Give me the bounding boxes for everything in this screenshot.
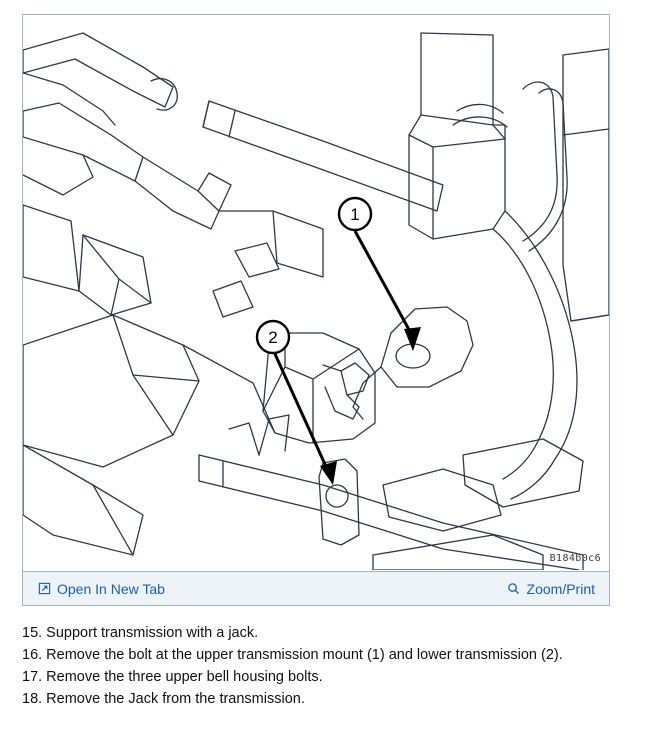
figure-toolbar bbox=[23, 571, 609, 605]
figure-illustration bbox=[23, 15, 609, 570]
callout-2-label: 2 bbox=[268, 328, 278, 347]
open-in-new-tab-icon bbox=[37, 582, 51, 596]
figure-code: B184b0c6 bbox=[549, 553, 601, 564]
callout-1-label: 1 bbox=[350, 205, 360, 224]
step-item: 18. Remove the Jack from the transmission. bbox=[22, 691, 305, 707]
procedure-steps bbox=[22, 622, 642, 710]
step-item: 15. Support transmission with a jack. bbox=[22, 625, 259, 641]
open-in-new-tab-button[interactable] bbox=[37, 581, 165, 597]
magnifier-icon bbox=[507, 582, 521, 596]
zoom-print-label: Zoom/Print bbox=[526, 580, 595, 597]
technical-line-drawing bbox=[23, 15, 609, 570]
figure-panel bbox=[22, 14, 610, 606]
zoom-print-button[interactable] bbox=[507, 581, 595, 597]
step-item: 16. Remove the bolt at the upper transmission mount (1) and lower transmission (2). bbox=[22, 647, 563, 663]
open-in-new-tab-label: Open In New Tab bbox=[57, 580, 165, 597]
callout-2 bbox=[257, 321, 337, 485]
step-item: 17. Remove the three upper bell housing bolts. bbox=[22, 669, 323, 685]
